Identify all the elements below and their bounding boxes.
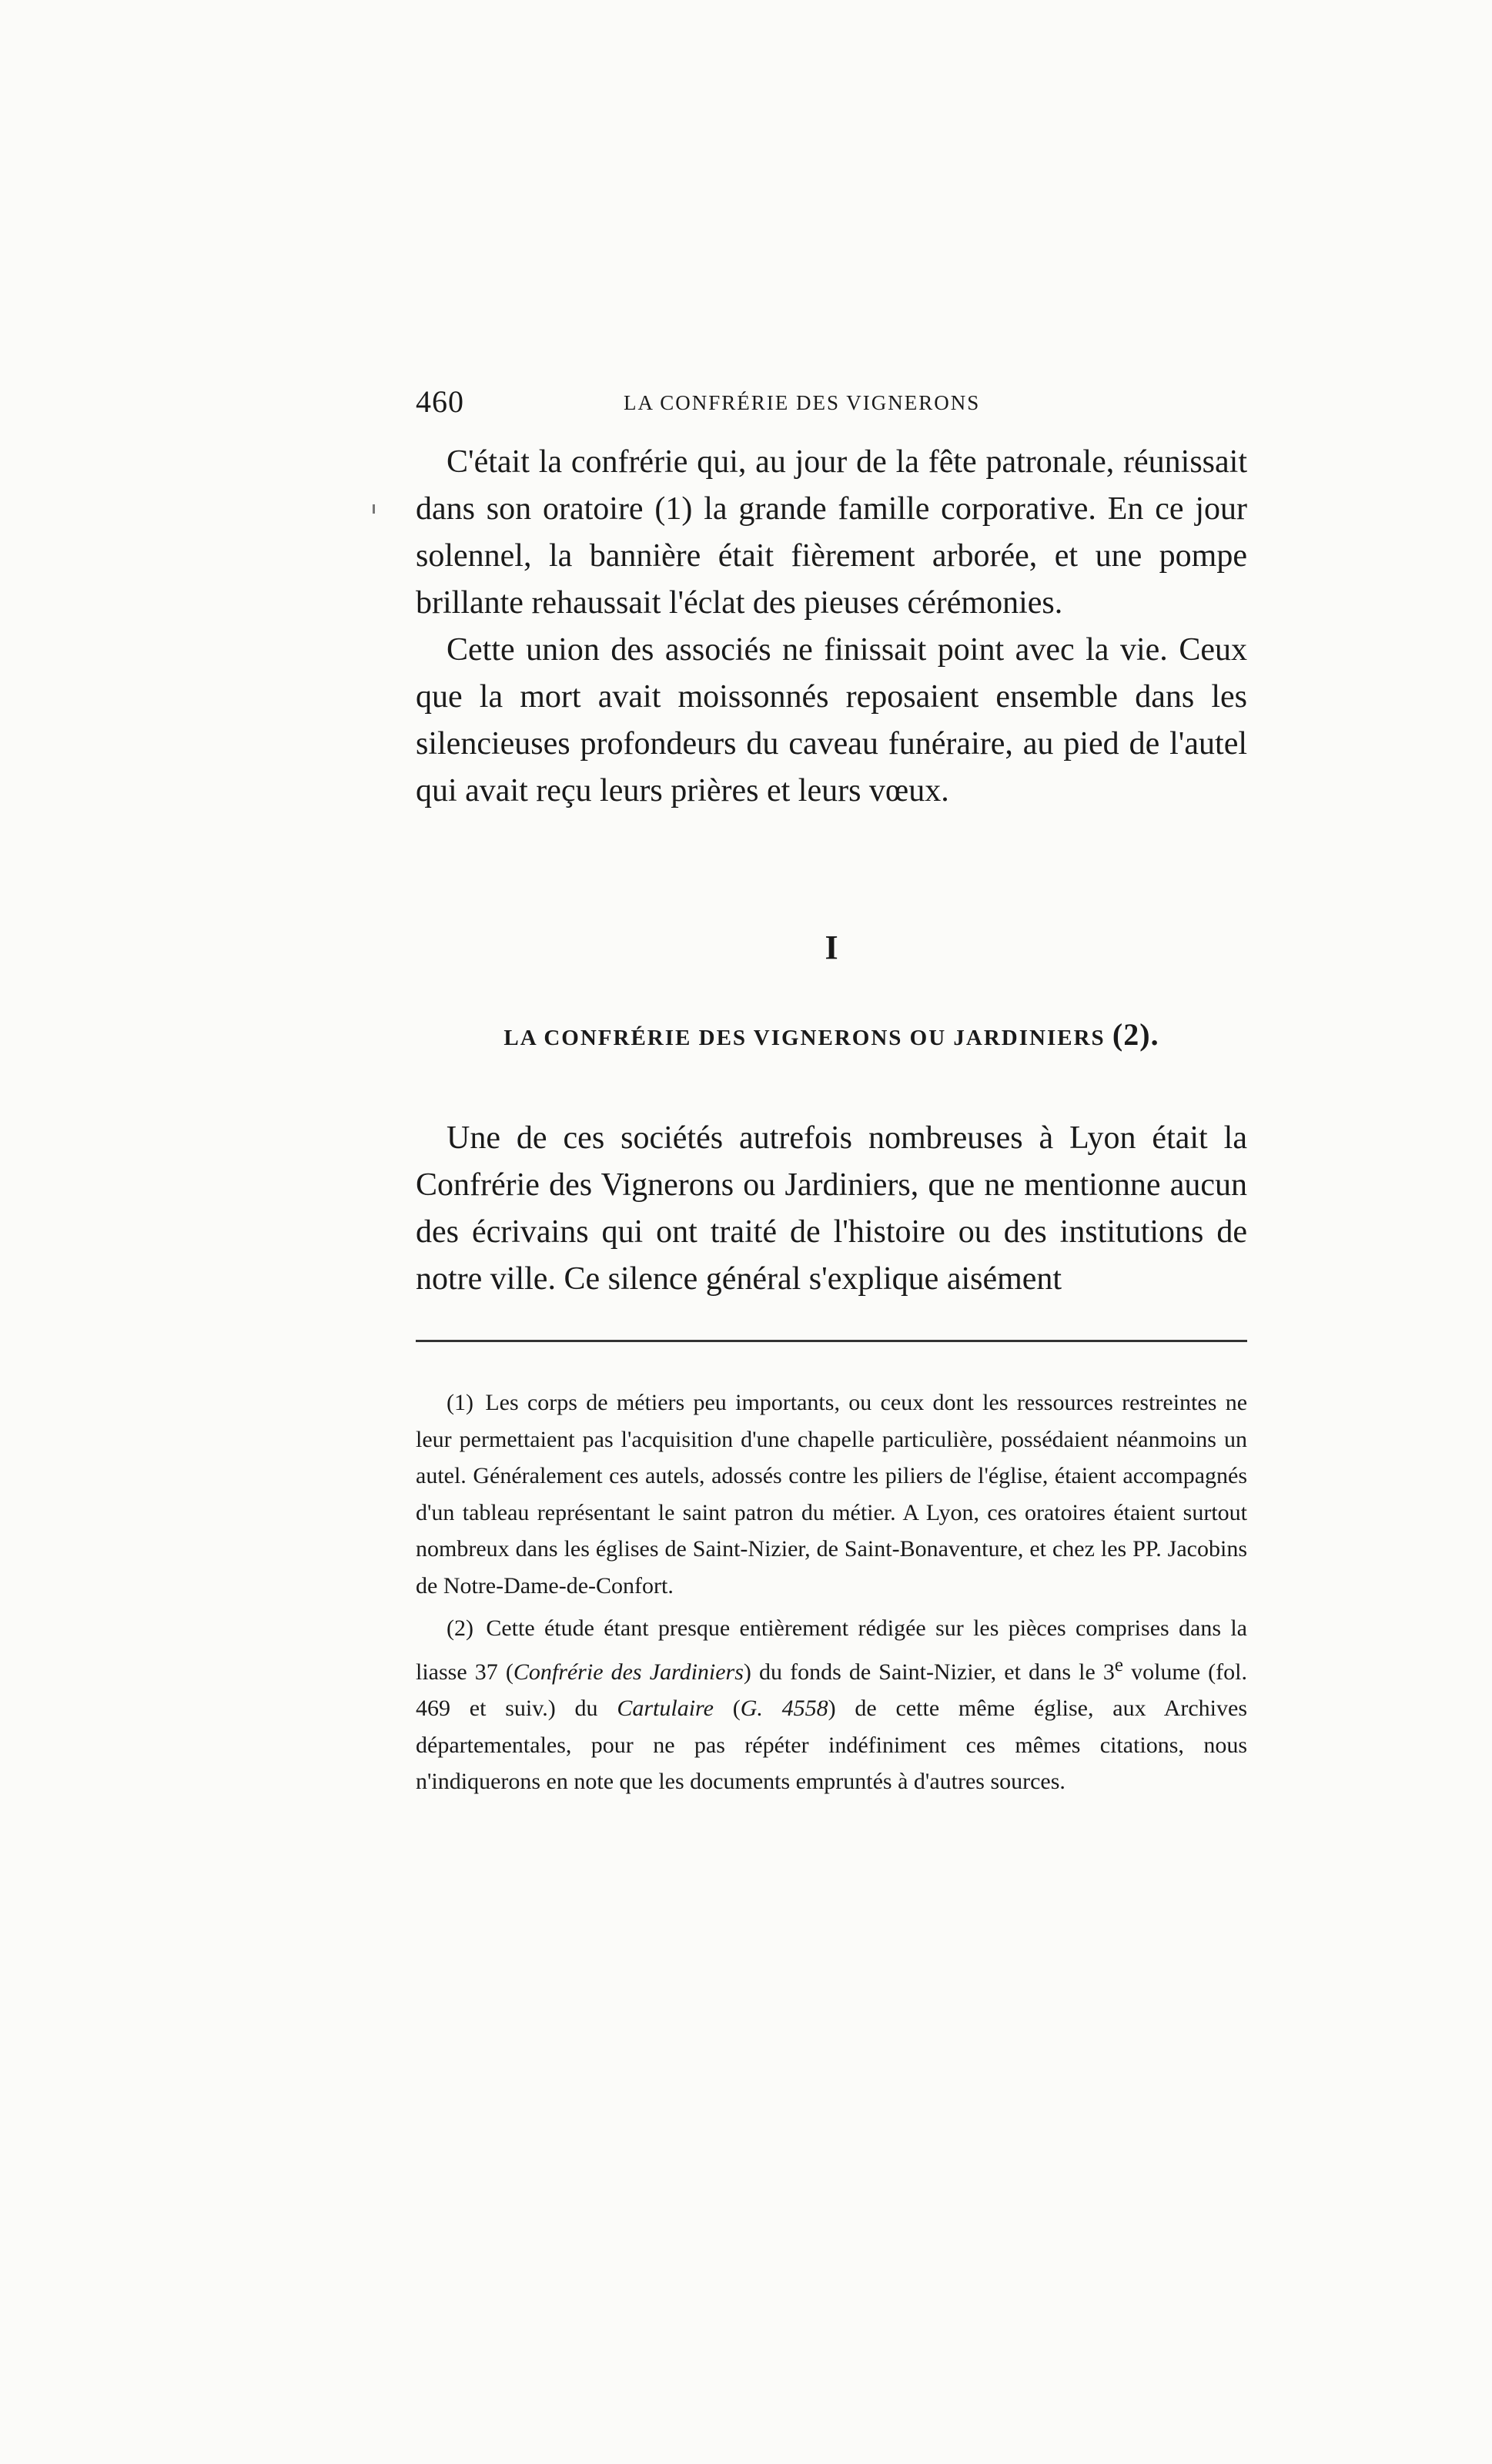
section-body	[416, 1115, 1247, 1303]
section-title	[416, 1016, 1247, 1053]
footnote-text: (	[713, 1696, 741, 1721]
section-title-footnote-ref: (2).	[1112, 1017, 1159, 1052]
margin-speck	[373, 504, 375, 514]
footnote-text: Cette étude étant presque entièrement rédigée sur les pièces comprises dans la liasse 37 (	[416, 1615, 1248, 1685]
section-paragraph: Une de ces sociétés autrefois nombreuses à Lyon était la Confrérie des Vignerons ou Jardiniers, que ne mentionne aucun des écrivains qui ont traité de l'histoire ou des institutions de notre ville. Ce silence général s'explique aisément	[416, 1120, 1247, 1297]
footnote-2	[416, 1610, 1247, 1800]
running-title: LA CONFRÉRIE DES VIGNERONS	[624, 391, 981, 414]
running-header	[416, 377, 1247, 424]
footnote-1	[416, 1384, 1247, 1604]
footnote-italic-reference: G. 4558	[740, 1696, 828, 1721]
footnote-marker: (1)	[447, 1390, 473, 1415]
footnote-rule	[416, 1340, 1247, 1342]
footnote-text: ) du fonds de Saint-Nizier, et dans le 3	[743, 1659, 1115, 1685]
footnote-italic-title: Confrérie des Jardiniers	[513, 1659, 744, 1685]
footnotes	[416, 1384, 1247, 1800]
footnote-text: Les corps de métiers peu importants, ou ceux dont les ressources restreintes ne leur permettaient pas l'acquisition d'une chapelle particulière, possédaient néanmoins un autel. Généralement ces autels, adossés contre les piliers de l'église, étaient accompagnés d'un tableau représentant le saint patron du métier. A Lyon, ces oratoires étaient surtout nombreux dans les églises de Saint-Nizier, de Saint-Bonaventure, et chez les PP. Jacobins de Notre-Dame-de-Confort.	[416, 1390, 1248, 1599]
intro-paragraph: C'était la confrérie qui, au jour de la fête patronale, réunissait dans son oratoire (1) la grande famille corporative. En ce jour solennel, la bannière était fièrement arborée, et une pompe brillante rehaussait l'éclat des pieuses cérémonies.	[416, 444, 1247, 621]
section-title-text: LA CONFRÉRIE DES VIGNERONS OU JARDINIERS	[503, 1026, 1106, 1050]
footnote-text: ) de cette même église, aux Archives départementales, pour ne pas répéter indéfiniment ces mêmes citations, nous n'indiquerons en note que les documents empruntés à d'autres sources.	[416, 1696, 1248, 1794]
intro-paragraph: Cette union des associés ne finissait point avec la vie. Ceux que la mort avait moissonnés reposaient ensemble dans les silencieuses profondeurs du caveau funéraire, au pied de l'autel qui avait reçu leurs prières et leurs vœux.	[416, 632, 1247, 808]
section-number: I	[825, 929, 838, 966]
footnote-superscript: e	[1114, 1654, 1123, 1676]
footnote-text: volume (fol. 469 et suiv.) du	[416, 1659, 1247, 1721]
page-number: 460	[416, 384, 464, 419]
footnote-italic-title: Cartulaire	[617, 1696, 714, 1721]
intro-text	[416, 439, 1247, 815]
footnote-marker: (2)	[447, 1615, 473, 1641]
